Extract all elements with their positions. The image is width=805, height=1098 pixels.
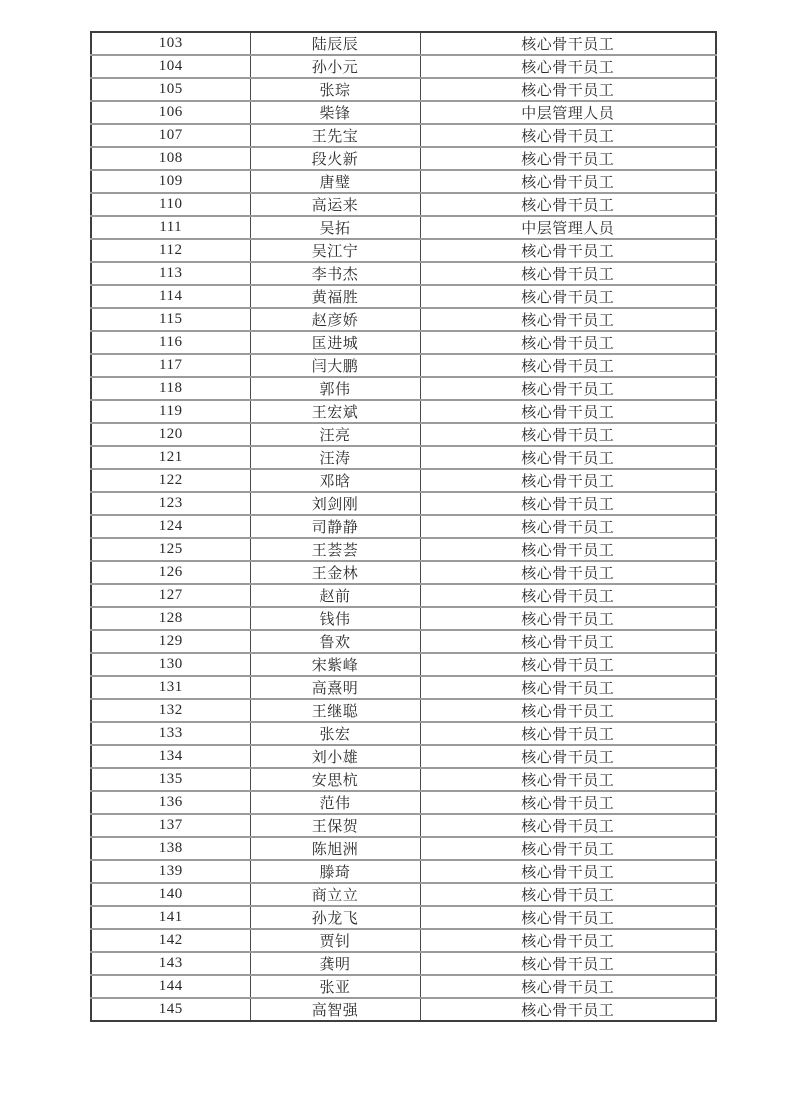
row-number-cell: 127 — [91, 584, 250, 607]
employee-name-cell: 李书杰 — [250, 262, 420, 285]
employee-category-cell: 核心骨干员工 — [420, 78, 716, 101]
row-number-cell: 111 — [91, 216, 250, 239]
employee-category-cell: 核心骨干员工 — [420, 147, 716, 170]
table-row — [91, 147, 716, 170]
employee-category-cell: 核心骨干员工 — [420, 906, 716, 929]
table-row — [91, 906, 716, 929]
employee-name-cell: 郭伟 — [250, 377, 420, 400]
row-number-cell: 139 — [91, 860, 250, 883]
table-row — [91, 400, 716, 423]
employee-name-cell: 张宏 — [250, 722, 420, 745]
table-row — [91, 193, 716, 216]
table-row — [91, 584, 716, 607]
employee-category-cell: 核心骨干员工 — [420, 55, 716, 78]
row-number-cell: 114 — [91, 285, 250, 308]
employee-name-cell: 商立立 — [250, 883, 420, 906]
row-number-cell: 118 — [91, 377, 250, 400]
row-number-cell: 141 — [91, 906, 250, 929]
employee-category-cell: 核心骨干员工 — [420, 952, 716, 975]
employee-name-cell: 闫大鹏 — [250, 354, 420, 377]
employee-category-cell: 核心骨干员工 — [420, 32, 716, 55]
employee-category-cell: 核心骨干员工 — [420, 492, 716, 515]
row-number-cell: 145 — [91, 998, 250, 1021]
employee-name-cell: 王继聪 — [250, 699, 420, 722]
employee-name-cell: 孙小元 — [250, 55, 420, 78]
employee-category-cell: 核心骨干员工 — [420, 883, 716, 906]
row-number-cell: 132 — [91, 699, 250, 722]
employee-category-cell: 核心骨干员工 — [420, 998, 716, 1021]
employee-name-cell: 段火新 — [250, 147, 420, 170]
row-number-cell: 136 — [91, 791, 250, 814]
employee-name-cell: 陈旭洲 — [250, 837, 420, 860]
table-row — [91, 538, 716, 561]
table-row — [91, 492, 716, 515]
employee-category-cell: 核心骨干员工 — [420, 699, 716, 722]
table-row — [91, 423, 716, 446]
employee-category-cell: 核心骨干员工 — [420, 929, 716, 952]
employee-category-cell: 核心骨干员工 — [420, 170, 716, 193]
table-row — [91, 814, 716, 837]
employee-name-cell: 孙龙飞 — [250, 906, 420, 929]
table-row — [91, 745, 716, 768]
employee-category-cell: 核心骨干员工 — [420, 423, 716, 446]
table-row — [91, 653, 716, 676]
employee-category-cell: 核心骨干员工 — [420, 239, 716, 262]
table-row — [91, 331, 716, 354]
table-row — [91, 998, 716, 1021]
table-row — [91, 837, 716, 860]
table-row — [91, 354, 716, 377]
row-number-cell: 105 — [91, 78, 250, 101]
employee-name-cell: 高运来 — [250, 193, 420, 216]
employee-name-cell: 王保贺 — [250, 814, 420, 837]
table-row — [91, 32, 716, 55]
row-number-cell: 126 — [91, 561, 250, 584]
table-row — [91, 975, 716, 998]
row-number-cell: 122 — [91, 469, 250, 492]
employee-category-cell: 核心骨干员工 — [420, 722, 716, 745]
employee-category-cell: 核心骨干员工 — [420, 975, 716, 998]
row-number-cell: 113 — [91, 262, 250, 285]
employee-name-cell: 汪涛 — [250, 446, 420, 469]
employee-name-cell: 张琮 — [250, 78, 420, 101]
employee-name-cell: 范伟 — [250, 791, 420, 814]
table-row — [91, 377, 716, 400]
row-number-cell: 121 — [91, 446, 250, 469]
employee-name-cell: 唐璧 — [250, 170, 420, 193]
row-number-cell: 124 — [91, 515, 250, 538]
row-number-cell: 138 — [91, 837, 250, 860]
employee-category-cell: 核心骨干员工 — [420, 446, 716, 469]
row-number-cell: 142 — [91, 929, 250, 952]
employee-name-cell: 张亚 — [250, 975, 420, 998]
table-row — [91, 768, 716, 791]
employee-category-cell: 核心骨干员工 — [420, 745, 716, 768]
row-number-cell: 130 — [91, 653, 250, 676]
employee-name-cell: 王先宝 — [250, 124, 420, 147]
row-number-cell: 107 — [91, 124, 250, 147]
table-row — [91, 929, 716, 952]
table-row — [91, 101, 716, 124]
row-number-cell: 108 — [91, 147, 250, 170]
table-row — [91, 607, 716, 630]
employee-name-cell: 贾钊 — [250, 929, 420, 952]
employee-name-cell: 陆辰辰 — [250, 32, 420, 55]
employee-category-cell: 核心骨干员工 — [420, 584, 716, 607]
employee-roster-table — [90, 31, 717, 1022]
row-number-cell: 137 — [91, 814, 250, 837]
employee-category-cell: 核心骨干员工 — [420, 791, 716, 814]
table-row — [91, 722, 716, 745]
employee-name-cell: 吴拓 — [250, 216, 420, 239]
table-row — [91, 308, 716, 331]
employee-name-cell: 汪亮 — [250, 423, 420, 446]
table-row — [91, 699, 716, 722]
employee-category-cell: 核心骨干员工 — [420, 538, 716, 561]
employee-category-cell: 核心骨干员工 — [420, 193, 716, 216]
employee-category-cell: 核心骨干员工 — [420, 515, 716, 538]
table-body — [91, 32, 716, 1021]
table-row — [91, 285, 716, 308]
table-row — [91, 170, 716, 193]
employee-category-cell: 核心骨干员工 — [420, 469, 716, 492]
row-number-cell: 123 — [91, 492, 250, 515]
employee-category-cell: 核心骨干员工 — [420, 400, 716, 423]
table-row — [91, 561, 716, 584]
row-number-cell: 103 — [91, 32, 250, 55]
employee-category-cell: 核心骨干员工 — [420, 860, 716, 883]
row-number-cell: 144 — [91, 975, 250, 998]
employee-name-cell: 匡进城 — [250, 331, 420, 354]
row-number-cell: 134 — [91, 745, 250, 768]
employee-name-cell: 安思杭 — [250, 768, 420, 791]
employee-name-cell: 王荟荟 — [250, 538, 420, 561]
row-number-cell: 115 — [91, 308, 250, 331]
table-row — [91, 124, 716, 147]
employee-category-cell: 核心骨干员工 — [420, 768, 716, 791]
employee-name-cell: 司静静 — [250, 515, 420, 538]
employee-category-cell: 核心骨干员工 — [420, 561, 716, 584]
employee-name-cell: 钱伟 — [250, 607, 420, 630]
employee-name-cell: 高智强 — [250, 998, 420, 1021]
employee-name-cell: 刘剑刚 — [250, 492, 420, 515]
employee-name-cell: 刘小雄 — [250, 745, 420, 768]
employee-category-cell: 核心骨干员工 — [420, 308, 716, 331]
row-number-cell: 104 — [91, 55, 250, 78]
employee-name-cell: 赵前 — [250, 584, 420, 607]
table-row — [91, 860, 716, 883]
table-row — [91, 676, 716, 699]
table-row — [91, 952, 716, 975]
row-number-cell: 143 — [91, 952, 250, 975]
employee-name-cell: 邓晗 — [250, 469, 420, 492]
employee-category-cell: 核心骨干员工 — [420, 377, 716, 400]
employee-category-cell: 核心骨干员工 — [420, 285, 716, 308]
table-row — [91, 883, 716, 906]
row-number-cell: 125 — [91, 538, 250, 561]
row-number-cell: 131 — [91, 676, 250, 699]
table-row — [91, 791, 716, 814]
employee-category-cell: 核心骨干员工 — [420, 814, 716, 837]
employee-category-cell: 核心骨干员工 — [420, 630, 716, 653]
row-number-cell: 119 — [91, 400, 250, 423]
employee-name-cell: 宋紫峰 — [250, 653, 420, 676]
row-number-cell: 112 — [91, 239, 250, 262]
employee-category-cell: 核心骨干员工 — [420, 837, 716, 860]
employee-name-cell: 王金林 — [250, 561, 420, 584]
row-number-cell: 135 — [91, 768, 250, 791]
employee-category-cell: 中层管理人员 — [420, 216, 716, 239]
employee-name-cell: 吴江宁 — [250, 239, 420, 262]
employee-category-cell: 核心骨干员工 — [420, 653, 716, 676]
row-number-cell: 109 — [91, 170, 250, 193]
row-number-cell: 128 — [91, 607, 250, 630]
row-number-cell: 140 — [91, 883, 250, 906]
row-number-cell: 116 — [91, 331, 250, 354]
table-row — [91, 262, 716, 285]
table-row — [91, 239, 716, 262]
employee-name-cell: 赵彦娇 — [250, 308, 420, 331]
table-row — [91, 446, 716, 469]
employee-category-cell: 核心骨干员工 — [420, 354, 716, 377]
employee-category-cell: 核心骨干员工 — [420, 676, 716, 699]
employee-category-cell: 核心骨干员工 — [420, 331, 716, 354]
row-number-cell: 133 — [91, 722, 250, 745]
table-row — [91, 55, 716, 78]
employee-name-cell: 黄福胜 — [250, 285, 420, 308]
employee-name-cell: 滕琦 — [250, 860, 420, 883]
employee-name-cell: 鲁欢 — [250, 630, 420, 653]
table-row — [91, 515, 716, 538]
table-row — [91, 630, 716, 653]
table-row — [91, 78, 716, 101]
row-number-cell: 117 — [91, 354, 250, 377]
employee-category-cell: 中层管理人员 — [420, 101, 716, 124]
employee-name-cell: 龚明 — [250, 952, 420, 975]
row-number-cell: 106 — [91, 101, 250, 124]
employee-category-cell: 核心骨干员工 — [420, 124, 716, 147]
employee-category-cell: 核心骨干员工 — [420, 607, 716, 630]
employee-name-cell: 柴锋 — [250, 101, 420, 124]
row-number-cell: 110 — [91, 193, 250, 216]
row-number-cell: 129 — [91, 630, 250, 653]
employee-name-cell: 高熹明 — [250, 676, 420, 699]
table-row — [91, 469, 716, 492]
table-row — [91, 216, 716, 239]
employee-category-cell: 核心骨干员工 — [420, 262, 716, 285]
employee-name-cell: 王宏斌 — [250, 400, 420, 423]
row-number-cell: 120 — [91, 423, 250, 446]
